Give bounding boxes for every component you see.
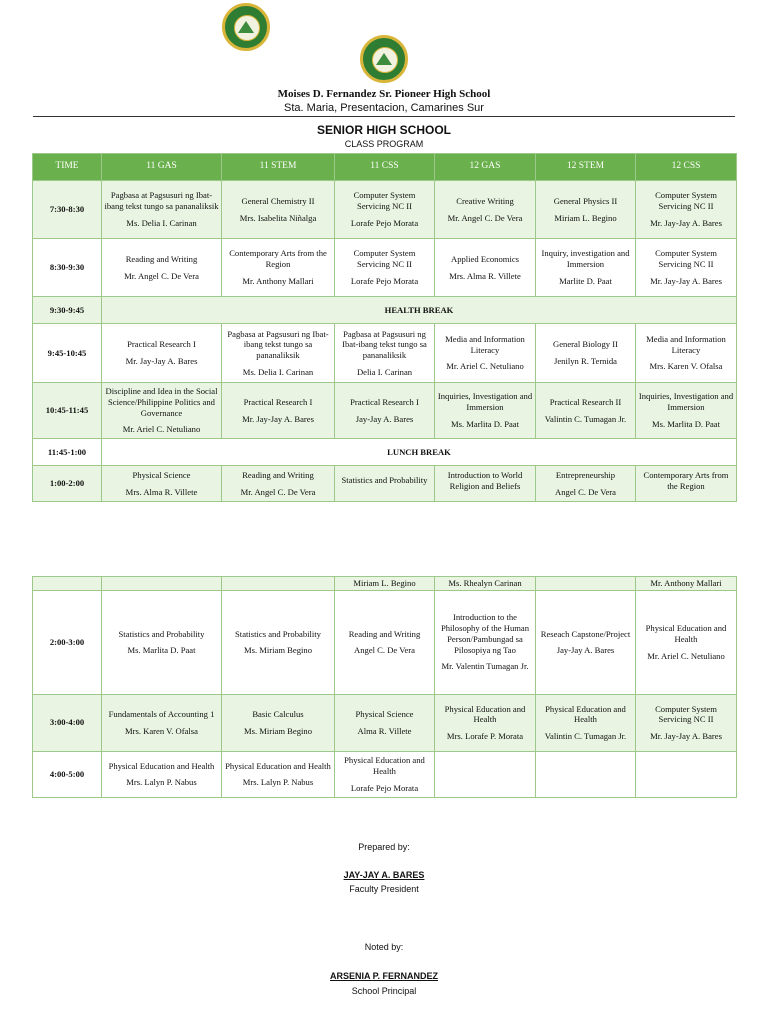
subject-text: Reading and Writing <box>125 253 198 264</box>
subject-text: Practical Research I <box>127 339 196 350</box>
class-cell <box>435 590 536 694</box>
teacher-name: Lorafe Pejo Morata <box>350 782 419 793</box>
teacher-name: Mr. Anthony Mallari <box>242 275 314 286</box>
class-cell <box>536 466 636 502</box>
table-row <box>33 590 737 694</box>
subject-text: Physical Education and Health <box>645 623 727 644</box>
school-address: Sta. Maria, Presentacion, Camarines Sur <box>284 102 484 114</box>
teacher-name: Mr. Angel C. De Vera <box>447 212 523 223</box>
subject-text: Inquiry, investigation and Immersion <box>541 248 630 270</box>
teacher-name: Ms. Delia I. Carinan <box>126 217 197 228</box>
column-header: TIME <box>33 154 102 181</box>
subject-text: Inquiries, Investigation and Immersion <box>437 391 533 413</box>
break-row <box>33 297 737 324</box>
subject-text: General Chemistry II <box>241 195 315 206</box>
column-header: 11 CSS <box>335 154 435 181</box>
table-row <box>33 466 737 502</box>
subject-text: Computer System Servicing NC II <box>353 190 416 212</box>
subject-text: Applied Economics <box>450 253 520 264</box>
teacher-name: Valintin C. Tumagan Jr. <box>544 413 627 424</box>
class-cell <box>435 751 536 797</box>
table-row <box>33 181 737 239</box>
class-cell <box>102 694 222 751</box>
teacher-name: Angel C. De Vera <box>555 486 616 497</box>
header-divider <box>33 116 735 117</box>
class-cell <box>335 466 435 502</box>
class-cell <box>435 694 536 751</box>
class-cell <box>335 694 435 751</box>
class-cell <box>335 590 435 694</box>
teacher-name: Ms. Delia I. Carinan <box>242 366 314 377</box>
subject-text: Inquiries, Investigation and Immersion <box>638 391 734 413</box>
time-cell: 9:30-9:45 <box>33 297 102 324</box>
subject-text: General Physics II <box>553 195 618 206</box>
teacher-name: Mrs. Alma R. Villete <box>449 270 521 281</box>
teacher-name: Jay-Jay A. Bares <box>355 413 414 424</box>
table-row <box>33 324 737 383</box>
health-break-label: HEALTH BREAK <box>102 297 737 324</box>
time-cell: 7:30-8:30 <box>33 181 102 239</box>
teacher-name: Mr. Jay-Jay A. Bares <box>125 356 198 366</box>
subject-text: Computer System Servicing NC II <box>655 248 717 270</box>
subject-text: Practical Research II <box>549 396 622 407</box>
teacher-name: Mr. Angel C. De Vera <box>240 486 316 497</box>
teacher-name: Mrs. Karen V. Ofalsa <box>125 725 198 736</box>
table-row <box>33 383 737 439</box>
class-cell <box>636 590 737 694</box>
subject-text: Pagbasa at Pagsusuri ng Ibat-ibang tekst tungo sa pananaliksik <box>342 328 427 360</box>
teacher-name: Mrs. Lalyn P. Nabus <box>242 777 314 788</box>
noted-by-role: School Principal <box>351 986 417 996</box>
class-cell <box>636 181 737 239</box>
subject-text: Statistics and Probability <box>341 475 428 486</box>
class-cell <box>435 181 536 239</box>
teacher-name: Ms. Marlita D. Paat <box>127 645 196 656</box>
continuation-cell <box>102 577 222 591</box>
school-seal-left <box>222 3 270 51</box>
time-cell: 2:00-3:00 <box>33 590 102 694</box>
class-cell <box>435 324 536 383</box>
school-seal-center <box>360 35 408 83</box>
table-row <box>33 751 737 797</box>
continuation-cell: Ms. Rhealyn Carinan <box>435 577 536 591</box>
teacher-name: Mr. Valentin Tumagan Jr. <box>441 661 529 672</box>
teacher-name: Mrs. Alma R. Villete <box>125 486 198 497</box>
class-cell <box>102 383 222 439</box>
teacher-name: Mr. Jay-Jay A. Bares <box>650 275 722 286</box>
class-cell <box>536 324 636 383</box>
subject-text: Physical Science <box>355 709 414 719</box>
teacher-name: Jenilyn R. Ternida <box>554 356 617 366</box>
teacher-name: Mr. Ariel C. Netuliano <box>122 424 201 435</box>
class-cell <box>536 694 636 751</box>
class-cell <box>222 751 335 797</box>
teacher-name: Mr. Jay-Jay A. Bares <box>650 731 722 742</box>
class-cell <box>536 590 636 694</box>
class-cell <box>222 239 335 297</box>
subject-text: Pagbasa at Pagsusuri ng Ibat-ibang tekst tungo sa pananaliksik <box>104 190 219 212</box>
teacher-name: Lorafe Pejo Morata <box>350 217 419 228</box>
time-cell: 10:45-11:45 <box>33 383 102 439</box>
noted-by-name: ARSENIA P. FERNANDEZ <box>329 971 438 981</box>
teacher-name: Mr. Jay-Jay A. Bares <box>650 217 722 228</box>
class-cell <box>636 324 737 383</box>
class-cell <box>335 324 435 383</box>
time-cell: 4:00-5:00 <box>33 751 102 797</box>
teacher-name: Jay-Jay A. Bares <box>556 645 615 656</box>
subject-text: Media and Information Literacy <box>445 333 525 355</box>
class-cell <box>222 181 335 239</box>
class-cell <box>335 751 435 797</box>
teacher-name: Lorafe Pejo Morata <box>350 275 419 286</box>
column-header: 11 STEM <box>222 154 335 181</box>
class-cell <box>102 181 222 239</box>
class-cell <box>222 466 335 502</box>
subject-text: Pagbasa at Pagsusuri ng Ibat-ibang tekst tungo sa pananaliksik <box>227 328 329 360</box>
subject-text: Discipline and Idea in the Social Science/Philippine Politics and Governance <box>105 386 218 418</box>
teacher-name: Marlite D. Paat <box>559 275 612 286</box>
subject-text: Media and Information Literacy <box>646 333 726 355</box>
teacher-name: Angel C. De Vera <box>354 645 415 656</box>
time-cell: 8:30-9:30 <box>33 239 102 297</box>
class-cell <box>222 383 335 439</box>
subject-text: General Biology II <box>553 339 618 350</box>
teacher-name: Ms. Miriam Begino <box>243 645 313 656</box>
class-cell <box>102 466 222 502</box>
prepared-by-name: JAY-JAY A. BARES <box>343 870 425 880</box>
table-row <box>33 694 737 751</box>
prepared-by-label: Prepared by: <box>358 842 410 852</box>
class-cell <box>636 239 737 297</box>
subject-text: Contemporary Arts from the Region <box>229 248 327 270</box>
class-cell <box>222 590 335 694</box>
subject-text: Creative Writing <box>456 195 514 206</box>
teacher-name: Valintin C. Tumagan Jr. <box>544 731 627 742</box>
subject-text: Reseach Capstone/Project <box>540 628 631 639</box>
class-cell <box>636 466 737 502</box>
subject-text: Physical Education and Health <box>108 760 215 771</box>
teacher-name: Mr. Angel C. De Vera <box>124 270 199 281</box>
class-cell <box>102 590 222 694</box>
teacher-name: Ms. Miriam Begino <box>243 725 313 736</box>
teacher-name: Delia I. Carinan <box>356 366 413 377</box>
class-cell <box>335 239 435 297</box>
continuation-cell <box>222 577 335 591</box>
continuation-cell: Mr. Anthony Mallari <box>636 577 737 591</box>
class-cell <box>435 239 536 297</box>
subject-text: Introduction to World Religion and Beliefs <box>447 469 523 491</box>
class-program-table-continued <box>32 576 737 798</box>
class-cell <box>102 324 222 383</box>
lunch-break-label: LUNCH BREAK <box>102 439 737 466</box>
subject-text: Physical Science <box>132 469 191 480</box>
class-cell <box>636 383 737 439</box>
noted-by-label: Noted by: <box>364 942 404 952</box>
class-cell <box>536 751 636 797</box>
class-cell <box>102 751 222 797</box>
teacher-name: Mr. Ariel C. Netuliano <box>647 650 725 661</box>
school-name: Moises D. Fernandez Sr. Pioneer High School <box>277 88 491 100</box>
subject-text: Contemporary Arts from the Region <box>643 469 729 491</box>
subject-text: Physical Education and Health <box>225 760 331 771</box>
subject-text: Statistics and Probability <box>235 628 321 639</box>
continuation-cell <box>536 577 636 591</box>
class-cell <box>536 181 636 239</box>
class-cell <box>636 694 737 751</box>
teacher-name: Mrs. Lalyn P. Nabus <box>126 777 197 788</box>
prepared-by-role: Faculty President <box>349 884 419 894</box>
class-cell <box>435 383 536 439</box>
subject-text: Reading and Writing <box>242 469 314 480</box>
column-header: 12 GAS <box>435 154 536 181</box>
subject-text: Introduction to the Philosophy of the Human Person/Pambungad sa Pilosopiya ng Tao <box>440 612 530 655</box>
teacher-name: Mrs. Lorafe P. Morata <box>446 731 524 742</box>
teacher-name: Ms. Marlita D. Paat <box>651 418 721 429</box>
teacher-name: Ms. Marlita D. Paat <box>450 418 520 429</box>
teacher-name: Mr. Ariel C. Netuliano <box>446 361 524 372</box>
table-row <box>33 239 737 297</box>
subject-text: Entrepreneurship <box>555 469 616 480</box>
department-title: SENIOR HIGH SCHOOL <box>316 123 451 137</box>
teacher-name: Mr. Jay-Jay A. Bares <box>242 413 314 424</box>
continuation-cell <box>33 577 102 591</box>
class-program-table <box>32 153 737 502</box>
subject-text: Practical Research I <box>350 396 419 407</box>
subject-text: Practical Research I <box>243 396 313 407</box>
break-row <box>33 439 737 466</box>
class-cell <box>335 181 435 239</box>
teacher-name: Mrs. Karen V. Ofalsa <box>649 361 723 372</box>
class-cell <box>335 383 435 439</box>
column-header: 11 GAS <box>102 154 222 181</box>
class-cell <box>435 466 536 502</box>
subject-text: Basic Calculus <box>252 709 304 719</box>
subject-text: Computer System Servicing NC II <box>353 248 416 270</box>
class-cell <box>102 239 222 297</box>
time-cell: 9:45-10:45 <box>33 324 102 383</box>
time-cell: 1:00-2:00 <box>33 466 102 502</box>
teacher-name: Alma R. Villete <box>357 725 412 736</box>
subject-text: Physical Education and Health <box>344 755 425 776</box>
table-header-row <box>33 154 737 181</box>
class-cell <box>536 383 636 439</box>
document-title: CLASS PROGRAM <box>344 139 424 149</box>
subject-text: Reading and Writing <box>348 628 421 639</box>
teacher-name: Miriam L. Begino <box>554 212 617 223</box>
subject-text: Physical Education and Health <box>545 703 626 725</box>
subject-text: Computer System Servicing NC II <box>655 703 717 725</box>
subject-text: Fundamentals of Accounting 1 <box>108 709 215 719</box>
time-cell: 3:00-4:00 <box>33 694 102 751</box>
class-cell <box>222 324 335 383</box>
subject-text: Physical Education and Health <box>444 703 526 725</box>
time-cell: 11:45-1:00 <box>33 439 102 466</box>
subject-text: Computer System Servicing NC II <box>655 190 717 212</box>
teacher-name: Mrs. Isabelita Niñalga <box>239 212 317 223</box>
column-header: 12 STEM <box>536 154 636 181</box>
continuation-row <box>33 577 737 591</box>
continuation-cell: Miriam L. Begino <box>335 577 435 591</box>
class-cell <box>636 751 737 797</box>
class-cell <box>536 239 636 297</box>
subject-text: Statistics and Probability <box>118 628 205 639</box>
class-cell <box>222 694 335 751</box>
column-header: 12 CSS <box>636 154 737 181</box>
